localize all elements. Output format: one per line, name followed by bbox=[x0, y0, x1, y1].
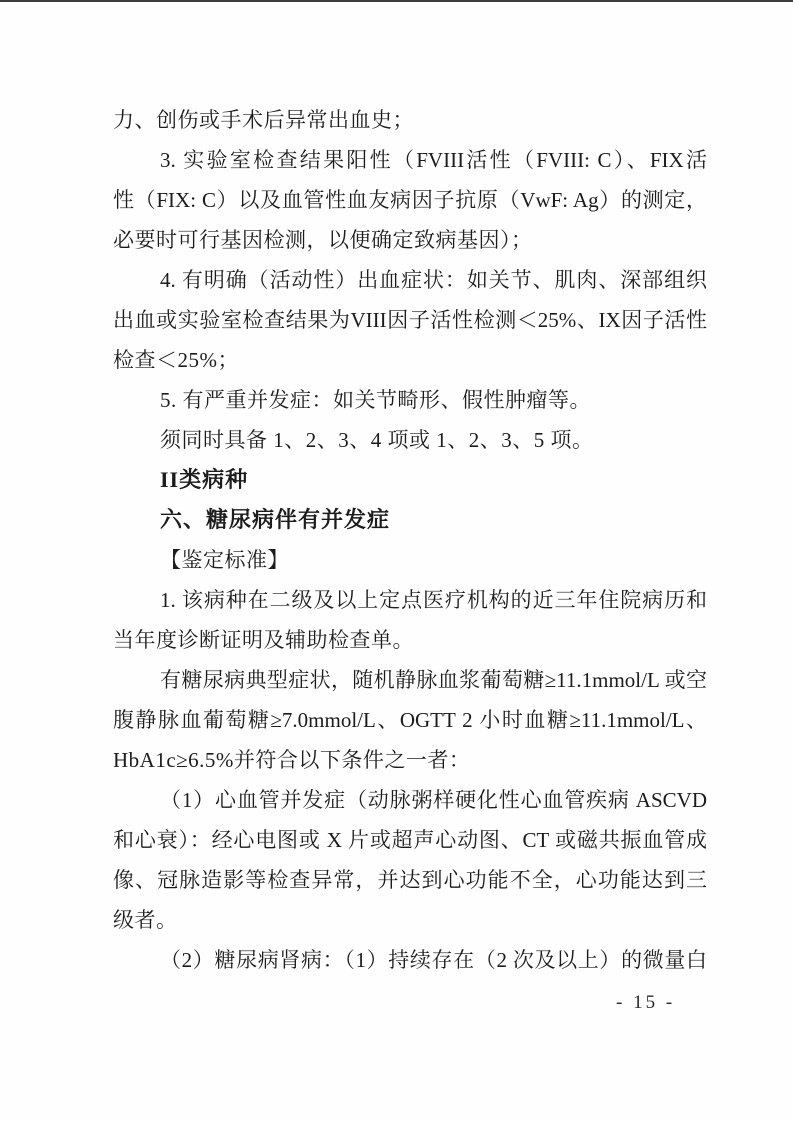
text-line: （2）糖尿病肾病：（1）持续存在（2 次及以上）的微量白 bbox=[160, 948, 707, 972]
document-body bbox=[113, 100, 707, 980]
text-line: 六、糖尿病伴有并发症 bbox=[160, 507, 391, 532]
text-line: 3. 实验室检查结果阳性（FVIII活性（FVIII: C）、FIX活 bbox=[160, 148, 707, 172]
text-line: 腹静脉血葡萄糖≥7.0mmol/L、OGTT 2 小时血糖≥11.1mmol/L、 bbox=[113, 708, 707, 732]
text-line: 4. 有明确（活动性）出血症状：如关节、肌肉、深部组织 bbox=[160, 268, 707, 292]
page-number: - 15 - bbox=[616, 992, 676, 1013]
text-line: 检查＜25%； bbox=[113, 348, 239, 372]
scan-edge-artifact bbox=[0, 0, 793, 2]
text-line: 像、冠脉造影等检查异常，并达到心功能不全，心功能达到三 bbox=[113, 868, 707, 892]
text-line: 和心衰）：经心电图或 X 片或超声心动图、CT 或磁共振血管成 bbox=[113, 828, 707, 852]
text-line: II类病种 bbox=[160, 467, 249, 492]
text-line: HbA1c≥6.5%并符合以下条件之一者： bbox=[113, 748, 471, 772]
text-line: 须同时具备 1、2、3、4 项或 1、2、3、5 项。 bbox=[160, 428, 594, 452]
text-line: 力、创伤或手术后异常出血史； bbox=[113, 108, 414, 132]
text-line: 级者。 bbox=[113, 908, 178, 932]
text-line: 有糖尿病典型症状，随机静脉血浆葡萄糖≥11.1mmol/L 或空 bbox=[160, 668, 707, 692]
text-line: 1. 该病种在二级及以上定点医疗机构的近三年住院病历和 bbox=[160, 588, 707, 612]
text-line: 当年度诊断证明及辅助检查单。 bbox=[113, 628, 414, 652]
text-line: 必要时可行基因检测，以便确定致病基因）； bbox=[113, 228, 533, 252]
text-line: （1）心血管并发症（动脉粥样硬化性心血管疾病 ASCVD bbox=[160, 788, 707, 812]
text-line: 出血或实验室检查结果为VIII因子活性检测＜25%、IX因子活性 bbox=[113, 308, 707, 332]
text-line: 5. 有严重并发症：如关节畸形、假性肿瘤等。 bbox=[160, 388, 591, 412]
text-line: 性（FIX: C）以及血管性血友病因子抗原（VwF: Ag）的测定， bbox=[113, 188, 707, 212]
text-line: 【鉴定标准】 bbox=[160, 548, 289, 572]
